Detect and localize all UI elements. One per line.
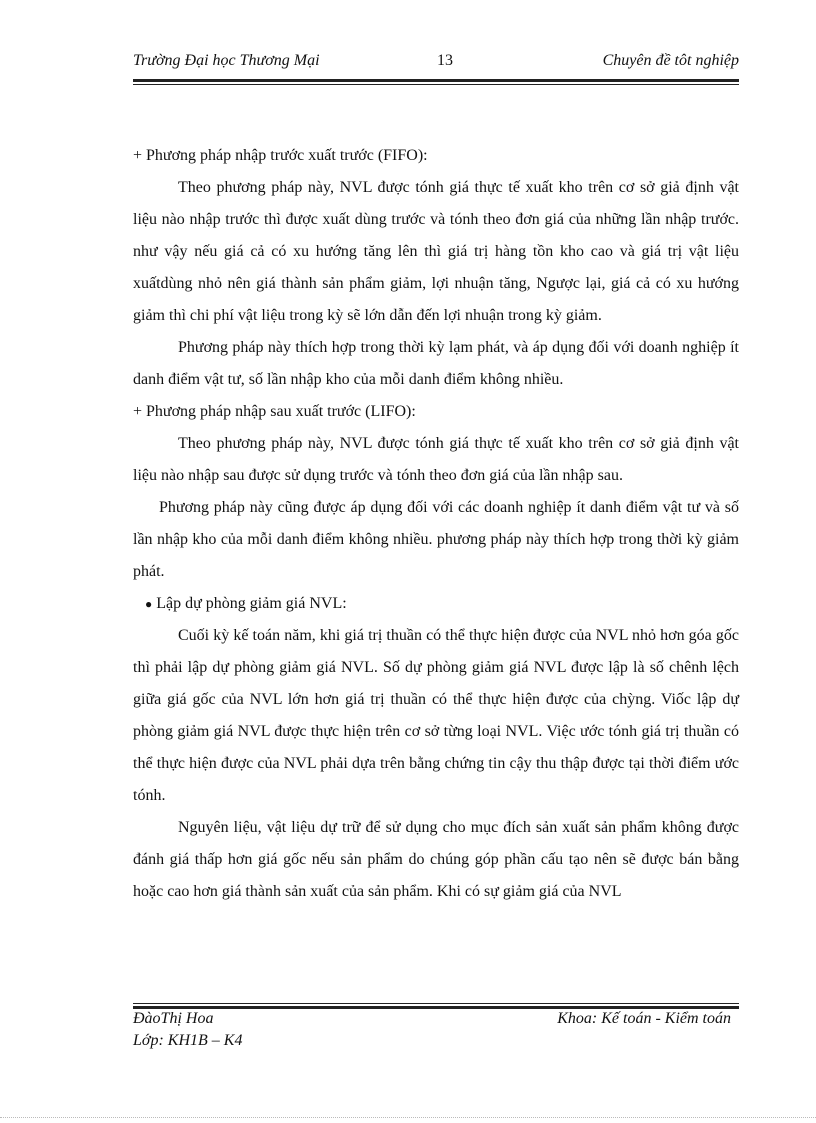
page-edge xyxy=(0,1117,816,1118)
header-rule xyxy=(133,79,739,85)
paragraph-lifo-desc: Theo phương pháp này, NVL được tónh giá thực tế xuất kho trên cơ sở giả định vật liệu nào nhập sau được sử dụng trước và tónh theo đơn giá của lần nhập sau. xyxy=(133,435,739,484)
paragraph-fifo-desc: Theo phương pháp này, NVL được tónh giá thực tế xuất kho trên cơ sở giả định vật liệu nào nhập trước thì được xuất dùng trước và tónh theo đơn giá của những lần nhập trước. như vậy nếu giá cả có xu hướng tăng lên thì giá trị hàng tồn kho cao và giá trị vật liệu xuấtdùng nhỏ nên giá thành sản phẩm giảm, lợi nhuận tăng, Ngược lại, giá cả có xu hướng giảm thì chi phí vật liệu trong kỳ sẽ lớn dẫn đến lợi nhuận trong kỳ giảm. xyxy=(133,179,739,324)
bullet-provision-label: Lập dự phòng giảm giá NVL: xyxy=(156,595,347,612)
paragraph-provision: Cuối kỳ kế toán năm, khi giá trị thuần có thể thực hiện được của NVL nhỏ hơn góa gốc thì phải lập dự phòng giảm giá NVL. Số dự phòng giảm giá NVL được lập là số chênh lệch giữa giá gốc của NVL lớn hơn giá trị thuần có thể thực hiện được của chỳng. Viốc lập dự phòng giảm giá NVL được thực hiện trên cơ sở từng loại NVL. Việc ước tónh giá trị thuần có thể thực hiện được của NVL phải dựa trên bằng chứng tin cậy thu thập được tại thời điểm ước tónh. xyxy=(133,627,739,804)
bullet-provision xyxy=(133,588,739,620)
heading-lifo: + Phương pháp nhập sau xuất trước (LIFO): xyxy=(133,403,416,420)
header-title: Chuyên đề tôt nghiệp xyxy=(602,52,739,69)
document-body xyxy=(133,140,739,908)
page-header xyxy=(133,52,739,74)
header-school: Trường Đại học Thương Mại xyxy=(133,52,320,69)
footer-rule xyxy=(133,1003,739,1009)
paragraph-lifo-use: Phương pháp này cũng được áp dụng đối với các doanh nghiệp ít danh điểm vật tư và số lần nhập kho của mỗi danh điểm không nhiều. phương pháp này thích hợp trong thời kỳ giảm phát. xyxy=(133,499,739,580)
paragraph-materials: Nguyên liệu, vật liệu dự trữ để sử dụng cho mục đích sản xuất sản phẩm không được đánh giá thấp hơn giá gốc nếu sản phẩm do chúng góp phần cấu tạo nên sẽ được bán bằng hoặc cao hơn giá thành sản xuất của sản phẩm. Khi có sự giảm giá của NVL xyxy=(133,819,739,900)
footer-author: ĐàoThị Hoa xyxy=(133,1010,214,1027)
heading-fifo: + Phương pháp nhập trước xuất trước (FIFO): xyxy=(133,147,428,164)
paragraph-fifo-use: Phương pháp này thích hợp trong thời kỳ lạm phát, và áp dụng đối với doanh nghiệp ít danh điểm vật tư, số lần nhập kho của mỗi danh điểm không nhiều. xyxy=(133,339,739,388)
footer-class: Lớp: KH1B – K4 xyxy=(133,1032,243,1049)
bullet-icon: ● xyxy=(145,597,153,611)
footer-department: Khoa: Kế toán - Kiểm toán xyxy=(557,1010,731,1027)
page-footer xyxy=(133,1010,739,1054)
page-number: 13 xyxy=(437,52,453,69)
